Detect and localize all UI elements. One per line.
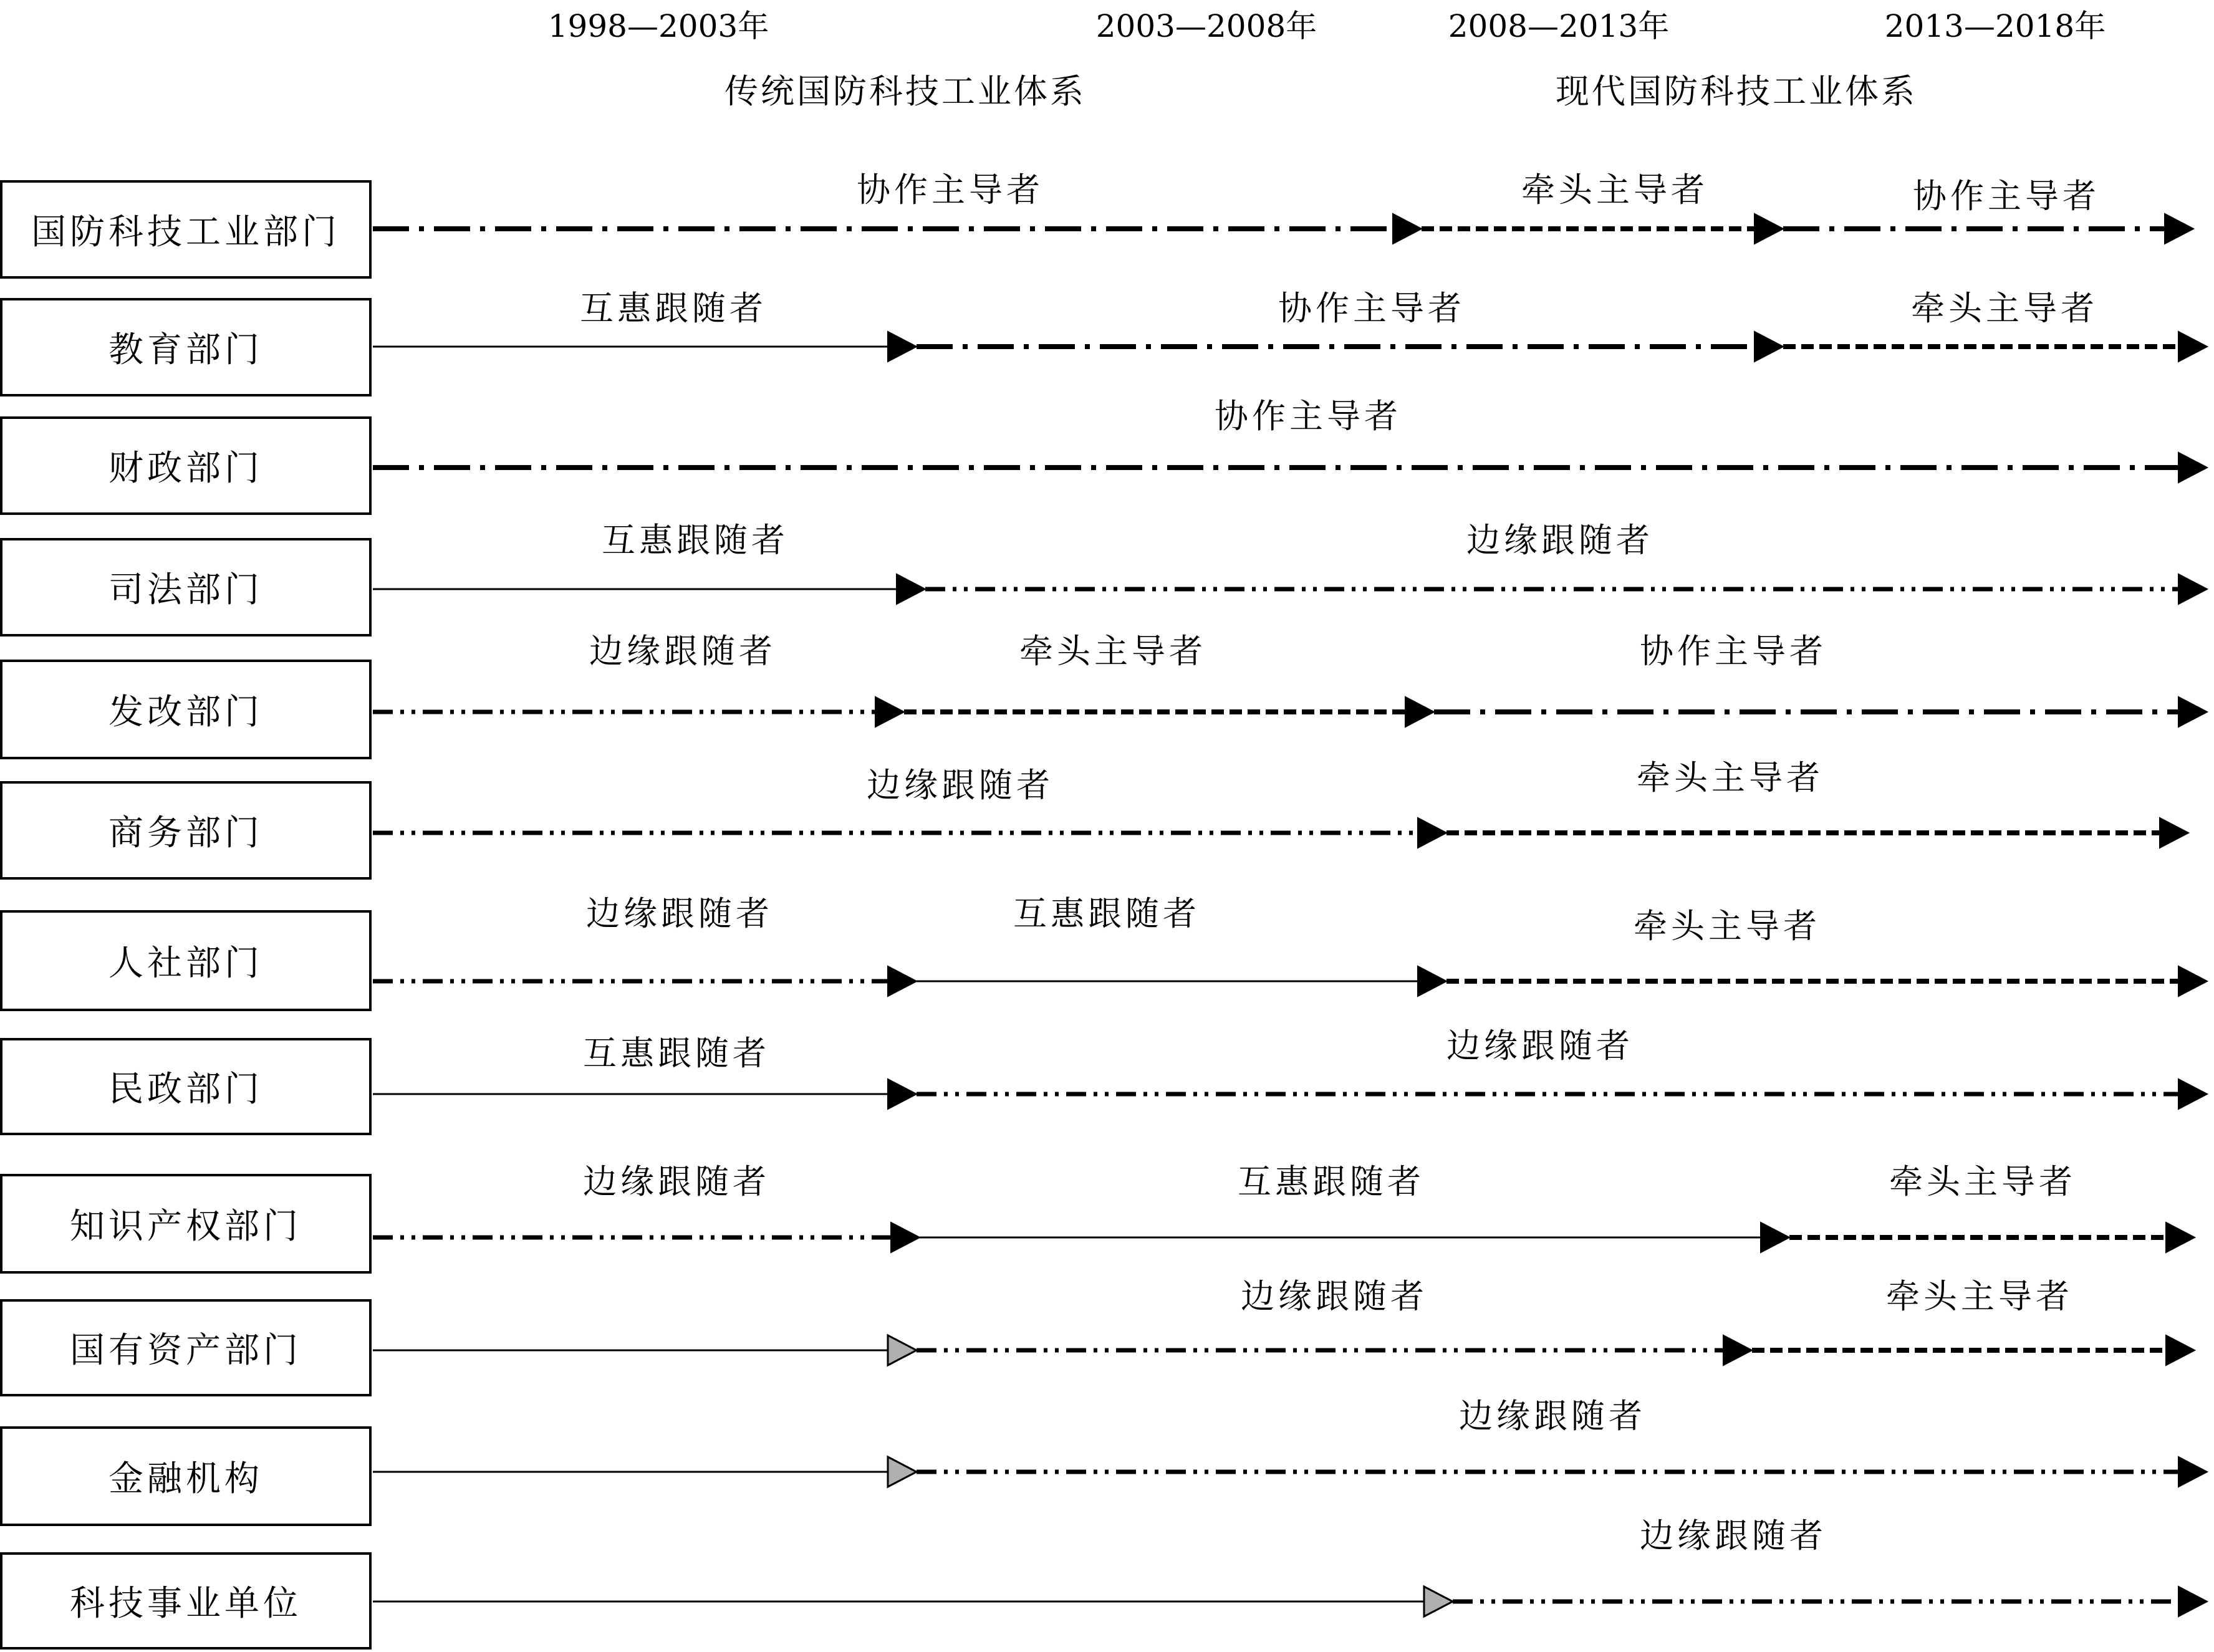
department-box-1: 教育部门 bbox=[0, 298, 372, 396]
arrow-head-0-1 bbox=[1754, 214, 1783, 244]
arrow-head-7-0 bbox=[888, 1079, 917, 1109]
arrow-head-11-0 bbox=[1424, 1587, 1453, 1616]
role-label-9-1: 边缘跟随者 bbox=[1241, 1277, 1428, 1316]
arrow-head-0-2 bbox=[2165, 214, 2193, 244]
system-label-modern: 现代国防科技工业体系 bbox=[1556, 72, 1917, 111]
role-label-0-1: 牵头主导者 bbox=[1521, 170, 1708, 209]
role-label-0-0: 协作主导者 bbox=[857, 170, 1044, 209]
arrow-head-10-1 bbox=[2178, 1457, 2207, 1487]
arrow-head-3-0 bbox=[897, 574, 925, 604]
role-label-7-0: 互惠跟随者 bbox=[583, 1034, 770, 1073]
role-label-9-2: 牵头主导者 bbox=[1886, 1277, 2073, 1316]
period-label-2008-2013: 2008—2013年 bbox=[1448, 8, 1670, 44]
arrow-head-6-0 bbox=[888, 966, 917, 996]
arrow-head-2-0 bbox=[2178, 453, 2207, 483]
arrow-head-6-1 bbox=[1418, 966, 1446, 996]
arrow-head-7-1 bbox=[2178, 1079, 2207, 1109]
role-label-6-2: 牵头主导者 bbox=[1634, 906, 1821, 946]
arrow-head-10-0 bbox=[888, 1457, 917, 1487]
arrow-head-9-0 bbox=[888, 1335, 917, 1365]
arrow-head-9-2 bbox=[2166, 1335, 2195, 1365]
department-box-11: 科技事业单位 bbox=[0, 1552, 372, 1650]
arrow-head-4-1 bbox=[1405, 697, 1434, 727]
department-box-9: 国有资产部门 bbox=[0, 1299, 372, 1396]
arrow-head-11-1 bbox=[2178, 1587, 2207, 1616]
role-label-4-2: 协作主导者 bbox=[1640, 632, 1827, 671]
role-label-1-1: 协作主导者 bbox=[1278, 289, 1465, 328]
arrow-head-1-1 bbox=[1754, 332, 1783, 362]
arrow-head-3-1 bbox=[2178, 574, 2207, 604]
department-box-8: 知识产权部门 bbox=[0, 1174, 372, 1274]
role-label-11-1: 边缘跟随者 bbox=[1640, 1516, 1827, 1555]
role-label-0-2: 协作主导者 bbox=[1913, 176, 2100, 216]
arrow-head-8-2 bbox=[2166, 1222, 2195, 1252]
role-label-6-0: 边缘跟随者 bbox=[586, 894, 773, 933]
role-label-5-1: 牵头主导者 bbox=[1637, 758, 1824, 797]
role-label-2-0: 协作主导者 bbox=[1215, 396, 1402, 436]
arrow-head-5-1 bbox=[2160, 818, 2188, 848]
system-label-traditional: 传统国防科技工业体系 bbox=[724, 72, 1086, 111]
arrow-head-4-2 bbox=[2178, 697, 2207, 727]
role-label-1-0: 互惠跟随者 bbox=[580, 289, 767, 328]
arrow-head-5-0 bbox=[1418, 818, 1446, 848]
role-label-6-1: 互惠跟随者 bbox=[1013, 894, 1200, 933]
role-label-8-1: 互惠跟随者 bbox=[1238, 1162, 1425, 1201]
arrow-head-6-2 bbox=[2178, 966, 2207, 996]
role-label-5-0: 边缘跟随者 bbox=[867, 766, 1054, 805]
role-label-8-0: 边缘跟随者 bbox=[583, 1162, 770, 1201]
arrow-head-1-2 bbox=[2178, 332, 2207, 362]
period-label-2013-2018: 2013—2018年 bbox=[1884, 8, 2106, 44]
role-label-3-1: 边缘跟随者 bbox=[1466, 521, 1653, 560]
arrow-head-1-0 bbox=[888, 332, 917, 362]
role-label-3-0: 互惠跟随者 bbox=[602, 521, 789, 560]
period-label-2003-2008: 2003—2008年 bbox=[1095, 8, 1317, 44]
role-label-1-2: 牵头主导者 bbox=[1911, 289, 2098, 328]
department-box-4: 发改部门 bbox=[0, 660, 372, 759]
role-label-8-2: 牵头主导者 bbox=[1889, 1162, 2076, 1201]
role-label-4-0: 边缘跟随者 bbox=[589, 632, 776, 671]
arrow-head-9-1 bbox=[1723, 1335, 1752, 1365]
period-label-1998-2003: 1998—2003年 bbox=[547, 8, 769, 44]
role-label-10-1: 边缘跟随者 bbox=[1459, 1396, 1646, 1436]
department-box-5: 商务部门 bbox=[0, 781, 372, 880]
arrow-head-4-0 bbox=[875, 697, 904, 727]
role-label-4-1: 牵头主导者 bbox=[1019, 632, 1206, 671]
department-box-10: 金融机构 bbox=[0, 1426, 372, 1526]
arrow-head-8-1 bbox=[1761, 1222, 1789, 1252]
department-box-6: 人社部门 bbox=[0, 910, 372, 1011]
arrow-head-8-0 bbox=[891, 1222, 920, 1252]
department-box-3: 司法部门 bbox=[0, 538, 372, 636]
arrow-head-0-0 bbox=[1393, 214, 1422, 244]
department-box-0: 国防科技工业部门 bbox=[0, 180, 372, 279]
role-label-7-1: 边缘跟随者 bbox=[1446, 1026, 1634, 1065]
department-box-7: 民政部门 bbox=[0, 1038, 372, 1135]
department-box-2: 财政部门 bbox=[0, 416, 372, 515]
